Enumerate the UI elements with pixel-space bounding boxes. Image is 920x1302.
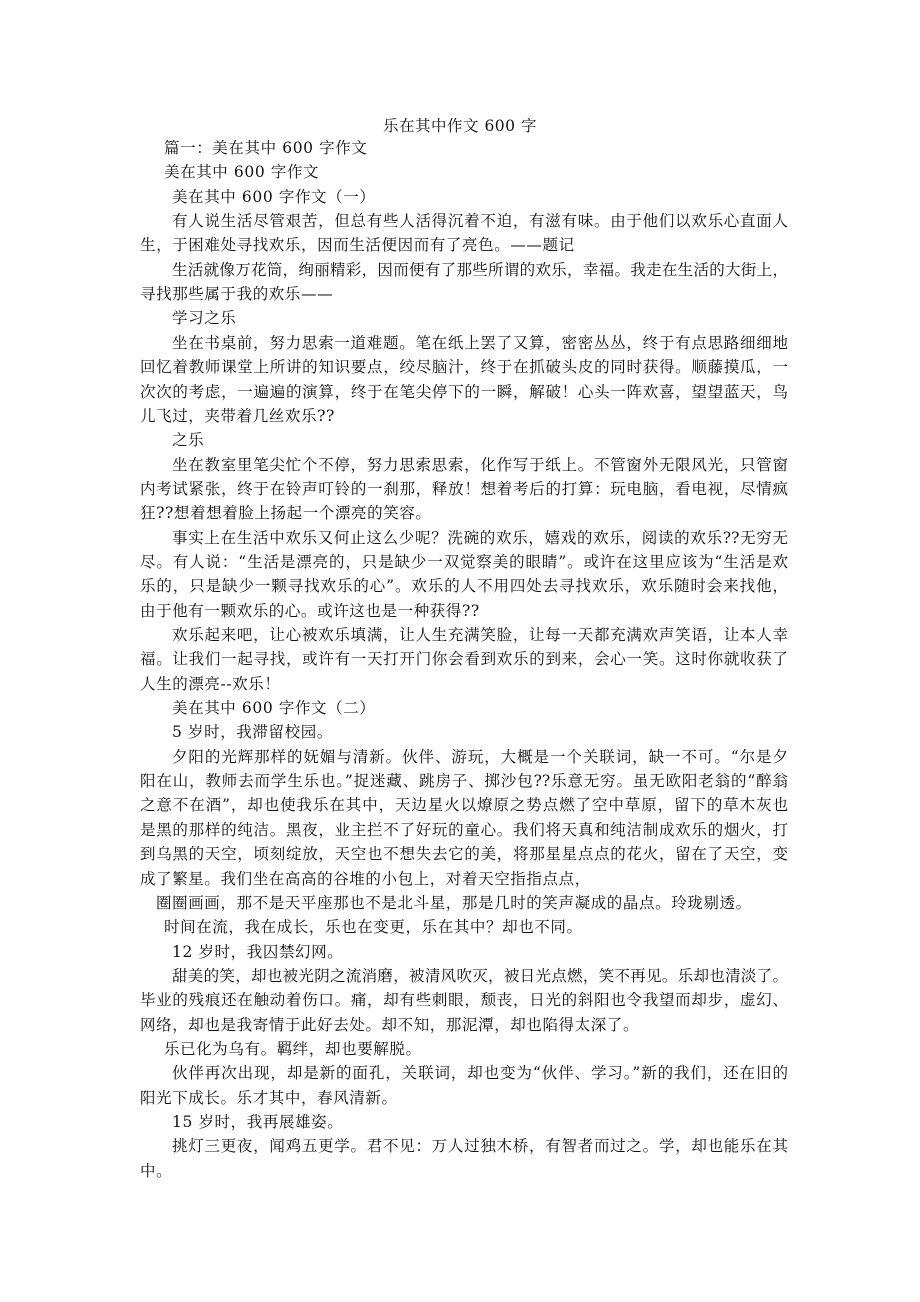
text-line: 阳在山，教师去而学生乐也。”捉迷藏、跳房子、掷沙包??乐意无穷。虽无欧阳老翁的“醉翁: [140, 772, 788, 791]
text-line: 时间在流，我在成长，乐也在变更，乐在其中？却也不同。: [164, 918, 583, 937]
text-line: 伙伴再次出现，却是新的面孔，关联词，却也变为“伙伴、学习。”新的我们，还在旧的: [172, 1064, 788, 1083]
text-line: 次次的考虑，一遍遍的演算，终于在笔尖停下的一瞬，解破！心头一阵欢喜，望望蓝天，鸟: [140, 382, 788, 401]
text-line: 12 岁时，我囚禁幻网。: [172, 942, 344, 961]
text-line: 成了繁星。我们坐在高高的谷堆的小包上，对着天空指指点点，: [140, 869, 591, 888]
text-line: 美在其中 600 字作文: [164, 163, 320, 182]
text-line: 事实上在生活中欢乐又何止这么少呢？洗碗的欢乐，嬉戏的欢乐，阅读的欢乐??无穷无: [172, 528, 788, 547]
text-line: 夕阳的光辉那样的妩媚与清新。伙伴、游玩，大概是一个关联词，缺一不可。“尔是夕: [172, 747, 788, 766]
text-line: 学习之乐: [172, 309, 237, 328]
text-line: 中。: [140, 1161, 173, 1180]
text-line: 坐在书桌前，努力思索一道难题。笔在纸上罢了又算，密密丛丛，终于有点思路细细地: [172, 333, 788, 352]
text-line: 坐在教室里笔尖忙个不停，努力思索思索，化作写于纸上。不管窗外无限风光，只管窗: [172, 455, 788, 474]
text-line: 由于他有一颗欢乐的心。或许这也是一种获得??: [140, 601, 480, 620]
text-line: 之意不在酒”，却也使我乐在其中，天边星火以燎原之势点燃了空中草原，留下的草木灰也: [140, 796, 788, 815]
text-line: 回忆着教师课堂上所讲的知识要点，绞尽脑汁，终于在抓破头皮的同时获得。顺藤摸瓜，一: [140, 358, 788, 377]
text-line: 到乌黑的天空，顷刻绽放，天空也不想失去它的美，将那星星点点的花火，留在了天空，变: [140, 845, 788, 864]
text-line: 儿飞过，夹带着几丝欢乐??: [140, 406, 335, 425]
text-line: 之乐: [172, 431, 205, 450]
text-line: 寻找那些属于我的欢乐——: [140, 285, 334, 304]
text-line: 乐的，只是缺少一颗寻找欢乐的心”。欢乐的人不用四处去寻找欢乐，欢乐随时会来找他，: [140, 577, 788, 596]
text-line: 15 岁时，我再展雄姿。: [172, 1113, 344, 1131]
text-line: 5 岁时，我滞留校园。: [172, 723, 333, 742]
text-line: 生活就像万花筒，绚丽精彩，因而便有了那些所谓的欢乐，幸福。我走在生活的大街上，: [172, 260, 788, 279]
text-line: 生，于困难处寻找欢乐，因而生活便因而有了亮色。——题记: [140, 236, 575, 255]
text-line: 内考试紧张，终于在铃声叮铃的一刹那，释放！想着考后的打算：玩电脑，看电视，尽情疯: [140, 479, 788, 498]
text-line: 人生的漂亮--欢乐！: [140, 674, 281, 693]
text-line: 美在其中 600 字作文（二）: [172, 699, 376, 718]
text-line: 欢乐起来吧，让心被欢乐填满，让人生充满笑脸，让每一天都充满欢声笑语，让本人幸: [172, 626, 788, 644]
text-line: 乐已化为乌有。羁绊，却也要解脱。: [164, 1039, 422, 1058]
text-line: 篇一：美在其中 600 字作文: [164, 139, 368, 157]
text-line: 毕业的残痕还在触动着伤口。痛，却有些刺眼，颓丧，日光的斜阳也令我望而却步，虚幻、: [140, 991, 788, 1010]
text-line: 挑灯三更夜，闻鸡五更学。君不见：万人过独木桥，有智者而过之。学，却也能乐在其: [172, 1137, 788, 1156]
text-line: 是黑的那样的纯洁。黑夜，业主拦不了好玩的童心。我们将天真和纯洁制成欢乐的烟火，打: [140, 820, 788, 839]
text-line: 甜美的笑，却也被光阴之流消磨，被清风吹灭，被日光点燃，笑不再见。乐却也清淡了。: [172, 966, 788, 985]
text-line: 尽。有人说：“生活是漂亮的，只是缺少一双觉察美的眼睛”。或许在这里应该为“生活是欢: [140, 552, 788, 571]
text-line: 圈圈画画，那不是天平座那也不是北斗星，那是几时的笑声凝成的晶点。玲珑剔透。: [156, 893, 752, 912]
text-line: 阳光下成长。乐才其中，春风清新。: [140, 1088, 398, 1107]
text-line: 美在其中 600 字作文（一）: [172, 187, 376, 206]
text-line: 有人说生活尽管艰苦，但总有些人活得沉着不迫，有滋有味。由于他们以欢乐心直面人: [172, 212, 788, 231]
document-title: 乐在其中作文 600 字: [383, 117, 537, 135]
text-line: 狂??想着想着脸上扬起一个漂亮的笑容。: [140, 504, 432, 523]
text-line: 网络，却也是我寄情于此好去处。却不知，那泥潭，却也陷得太深了。: [140, 1015, 640, 1034]
text-line: 福。让我们一起寻找，或许有一天打开门你会看到欢乐的到来，会心一笑。这时你就收获了: [140, 650, 788, 669]
